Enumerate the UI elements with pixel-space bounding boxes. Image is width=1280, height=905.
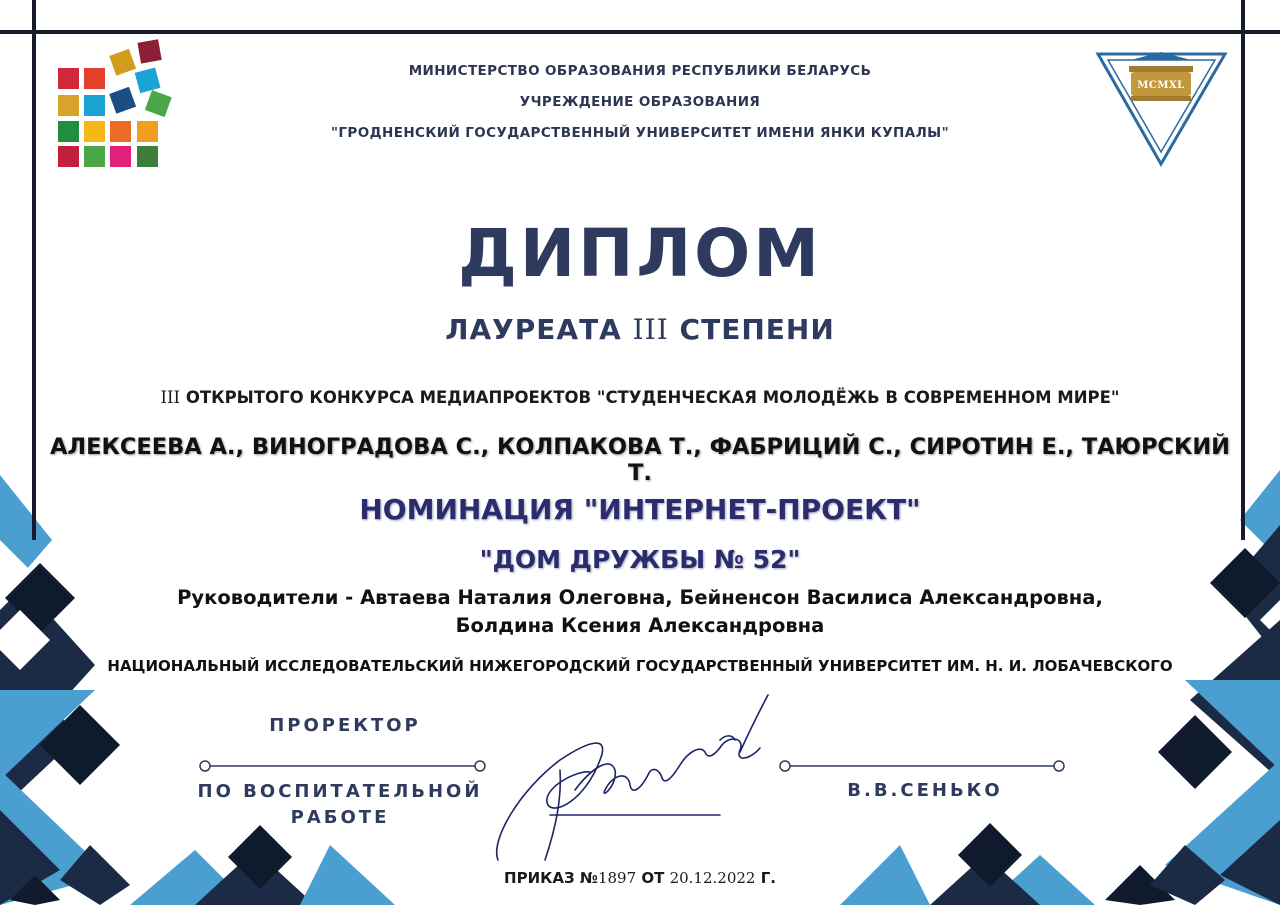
order-number: 1897 — [597, 869, 637, 887]
degree-suffix: СТЕПЕНИ — [668, 313, 835, 346]
order-prefix: ПРИКАЗ № — [504, 869, 598, 887]
signer-name: В.В.СЕНЬКО — [847, 780, 1003, 801]
nomination-line: НОМИНАЦИЯ "ИНТЕРНЕТ-ПРОЕКТ" — [359, 493, 921, 526]
university-name-line: "ГРОДНЕНСКИЙ ГОСУДАРСТВЕННЫЙ УНИВЕРСИТЕТ ИМЕНИ ЯНКИ КУПАЛЫ" — [330, 125, 949, 141]
project-title: "ДОМ ДРУЖБЫ № 52" — [479, 545, 801, 574]
degree-prefix: ЛАУРЕАТА — [445, 313, 633, 346]
contest-roman: III — [160, 388, 181, 407]
order-date: 20.12.2022 — [669, 869, 756, 887]
contest-text: ОТКРЫТОГО КОНКУРСА МЕДИАПРОЕКТОВ "СТУДЕНЧЕСКАЯ МОЛОДЁЖЬ В СОВРЕМЕННОМ МИРЕ" — [180, 388, 1120, 407]
institution-line: УЧРЕЖДЕНИЕ ОБРАЗОВАНИЯ — [519, 94, 761, 110]
leaders-line-2: Болдина Ксения Александровна — [455, 614, 825, 637]
order-line — [440, 869, 840, 887]
signer-position-line-1: ПРОРЕКТОР — [269, 715, 421, 736]
authors-line: АЛЕКСЕЕВА А., ВИНОГРАДОВА С., КОЛПАКОВА Т., ФАБРИЦИЙ С., СИРОТИН Е., ТАЮРСКИЙ Т. — [49, 434, 1230, 486]
leaders-line-1: Руководители - Автаева Наталия Олеговна, Бейненсон Василиса Александровна, — [177, 586, 1103, 609]
signer-position-line-2: ПО ВОСПИТАТЕЛЬНОЙ — [197, 781, 483, 802]
degree-roman: III — [632, 313, 669, 346]
right-signature-line — [780, 761, 1064, 771]
left-signature-line — [200, 761, 485, 771]
order-suffix: Г. — [755, 869, 776, 887]
diploma-title: ДИПЛОМ — [458, 215, 822, 292]
signer-position-line-3: РАБОТЕ — [290, 807, 390, 828]
order-mid: ОТ — [636, 869, 670, 887]
handwritten-signature — [497, 695, 768, 860]
emblem-label: MCMXL — [1137, 80, 1185, 91]
nominee-university: НАЦИОНАЛЬНЫЙ ИССЛЕДОВАТЕЛЬСКИЙ НИЖЕГОРОДСКИЙ ГОСУДАРСТВЕННЫЙ УНИВЕРСИТЕТ ИМ. Н. И. ЛОБАЧЕВСКОГО — [107, 657, 1173, 675]
ministry-line: МИНИСТЕРСТВО ОБРАЗОВАНИЯ РЕСПУБЛИКИ БЕЛАРУСЬ — [408, 63, 872, 79]
